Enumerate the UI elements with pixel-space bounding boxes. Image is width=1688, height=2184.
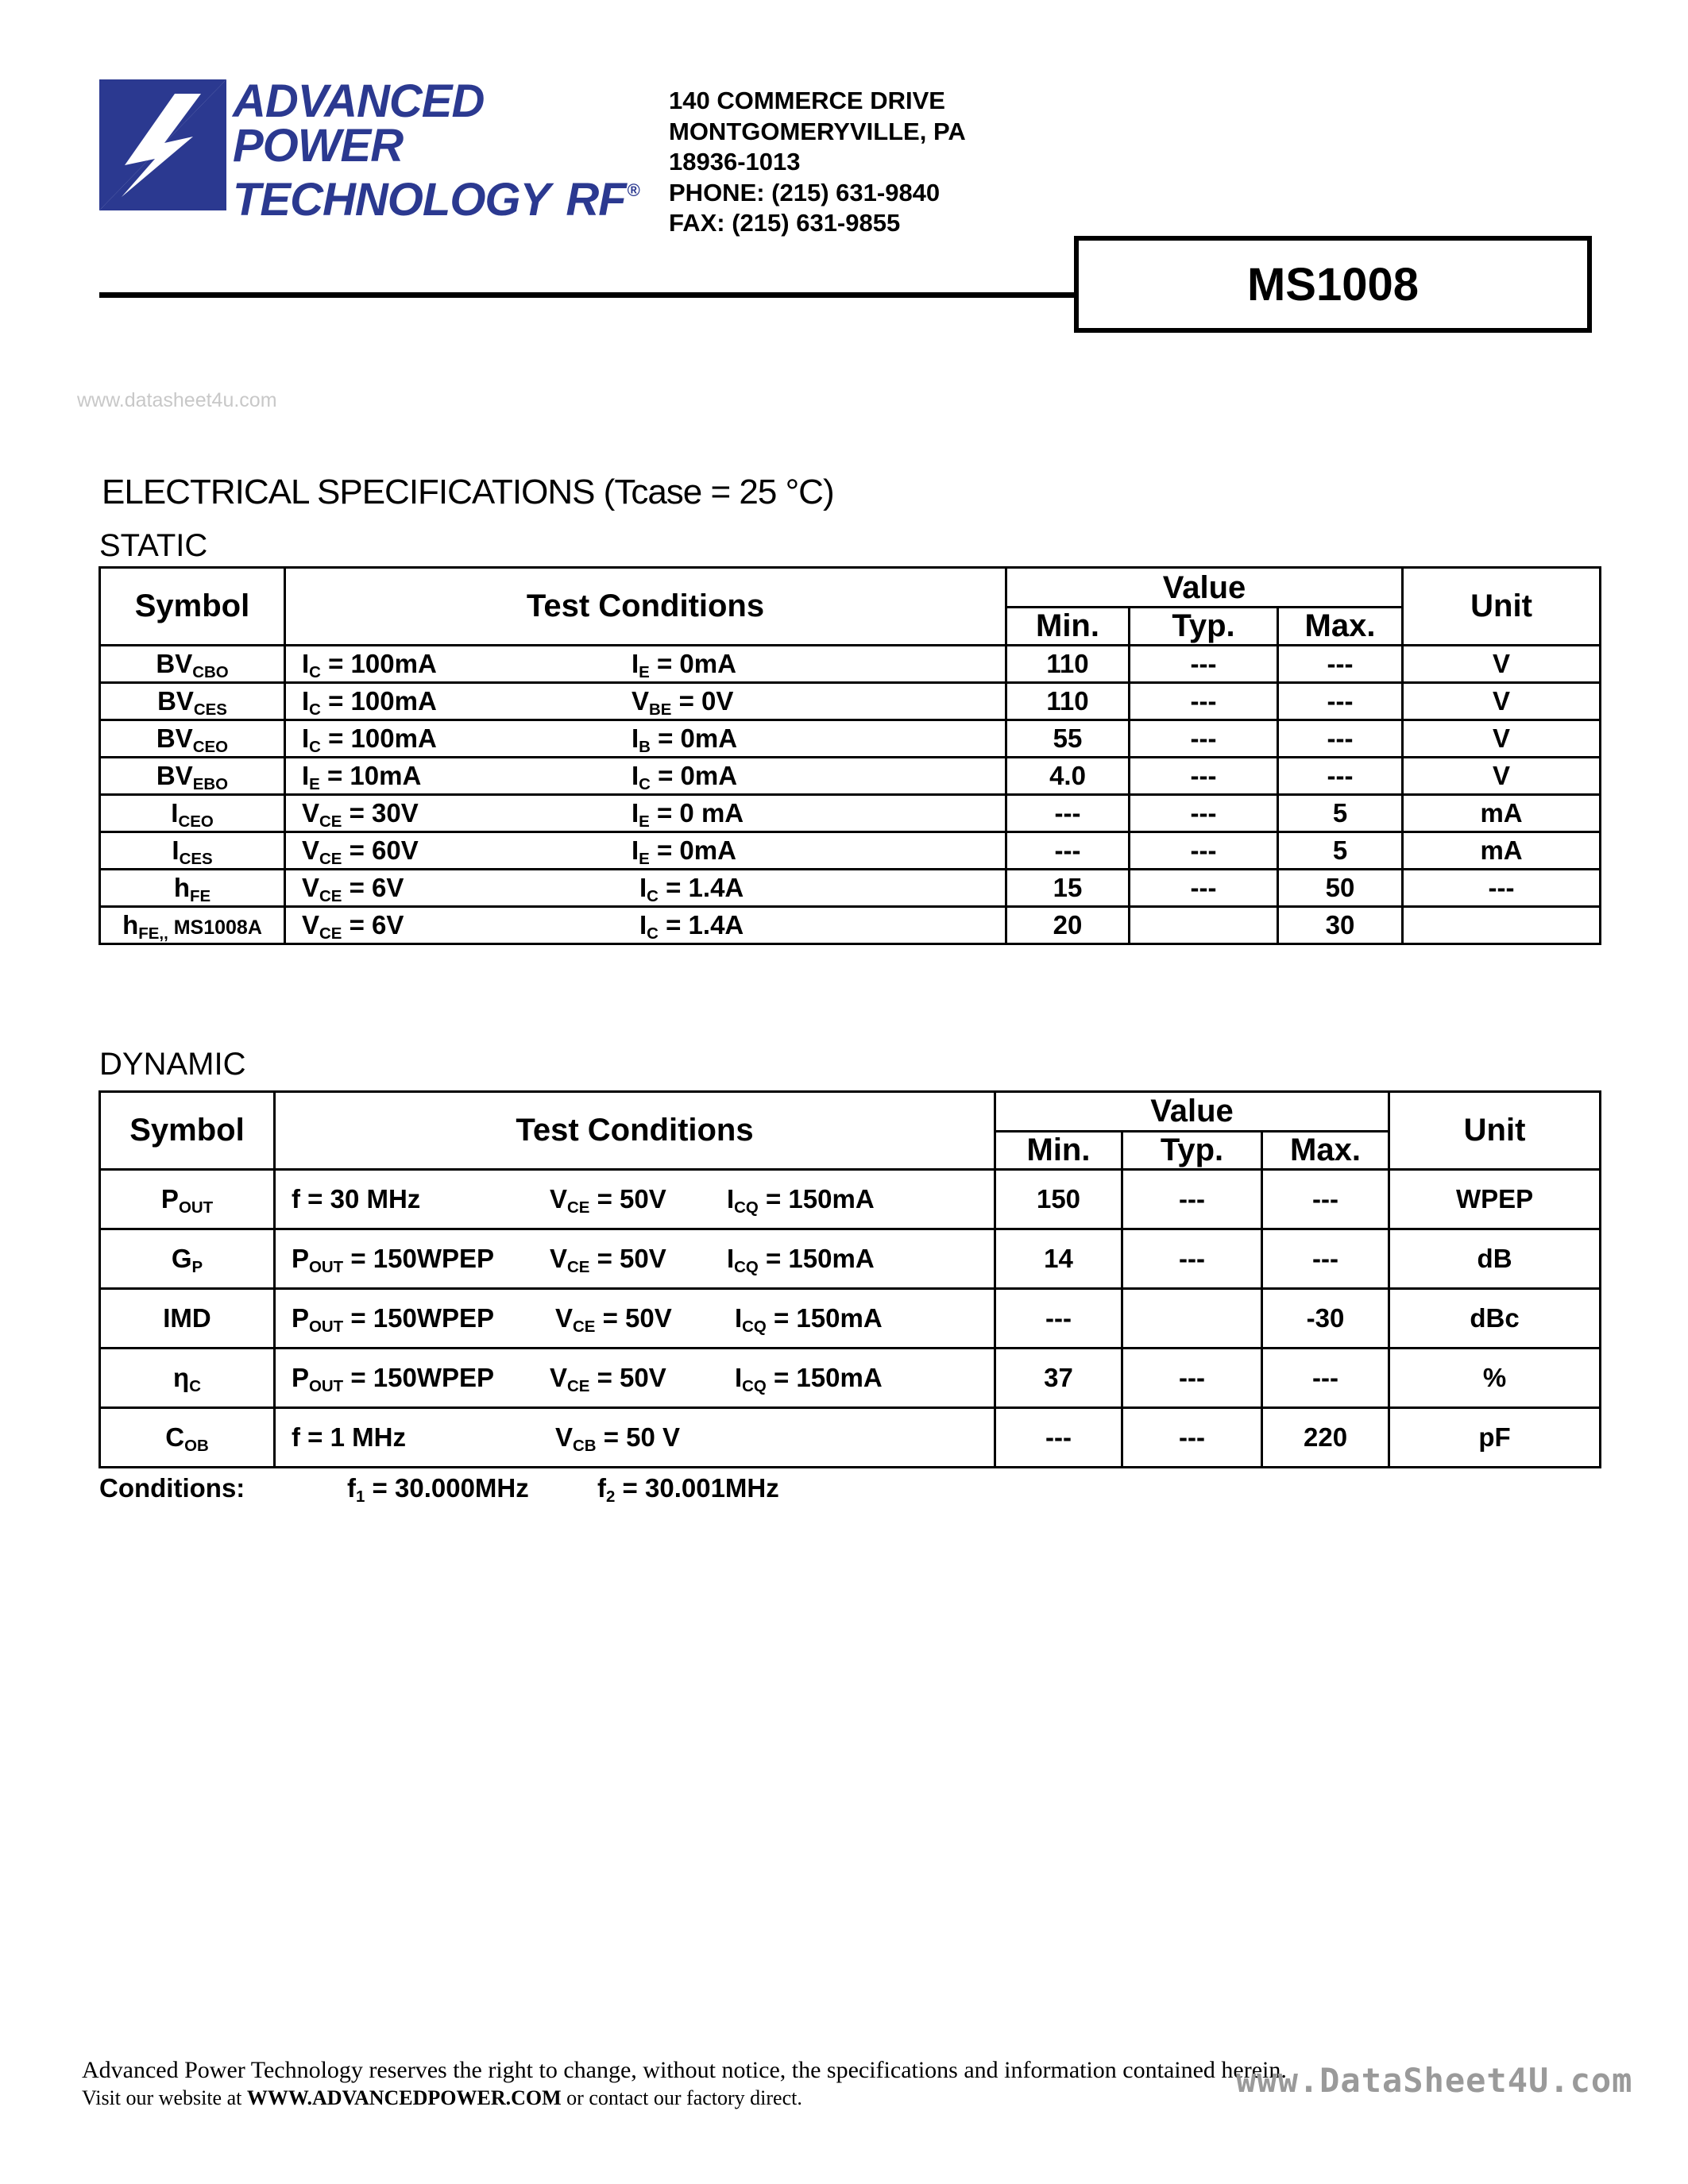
- cell-min: 15: [1006, 870, 1130, 907]
- cell-conditions: [275, 1170, 995, 1229]
- cond-var: P: [292, 1363, 310, 1392]
- cond-var: I: [632, 761, 639, 790]
- cell-min: 14: [995, 1229, 1122, 1289]
- cell-symbol: [100, 1408, 275, 1468]
- cond-sub: E: [639, 663, 650, 682]
- f2-sub: 2: [606, 1488, 616, 1507]
- header-min: Min.: [1006, 608, 1130, 646]
- cond-val: = 60V: [342, 835, 419, 865]
- conditions-label: Conditions:: [99, 1473, 245, 1503]
- cell-typ: ---: [1130, 758, 1278, 795]
- cond-var: V: [550, 1184, 568, 1214]
- cond-val: = 1.4A: [658, 873, 744, 902]
- phone-line: PHONE: (215) 631-9840: [669, 178, 941, 206]
- sym-sub: P: [191, 1258, 203, 1277]
- condition-f2: [597, 1473, 779, 1507]
- sym-sub: CBO: [192, 663, 229, 682]
- condition-c1: [302, 835, 419, 869]
- cond-val: = 100mA: [320, 723, 437, 753]
- dynamic-spec-table: [98, 1090, 1601, 1468]
- sym-main: h: [122, 910, 139, 940]
- sym-main: BV: [157, 686, 194, 716]
- header-value: Value: [995, 1092, 1389, 1132]
- condition-c3: [735, 1363, 883, 1396]
- cond-sub: CE: [319, 924, 342, 943]
- table-row: [100, 795, 1601, 832]
- condition-c2: [550, 1363, 666, 1396]
- cell-max: ---: [1278, 646, 1403, 683]
- condition-c2: [550, 1184, 666, 1217]
- cell-conditions: [275, 1229, 995, 1289]
- static-title: STATIC: [99, 528, 208, 563]
- condition-c1: [292, 1184, 420, 1214]
- cond-sub: C: [647, 887, 659, 906]
- cond-val: = 50V: [589, 1184, 666, 1214]
- header-unit: Unit: [1403, 568, 1601, 646]
- cond-var: f = 1 MHz: [292, 1422, 406, 1452]
- footer-contact: [82, 2086, 802, 2110]
- cond-val: = 0V: [671, 686, 734, 716]
- sym-main: C: [165, 1422, 185, 1452]
- cond-sub: C: [639, 775, 651, 794]
- table-row: [100, 1408, 1601, 1468]
- f2-value: = 30.001MHz: [615, 1473, 779, 1503]
- table-row: [100, 683, 1601, 720]
- cell-typ: [1122, 1289, 1262, 1349]
- footer-disclaimer: Advanced Power Technology reserves the right to change, without notice, the specifications and information contained herein.: [82, 2057, 1287, 2083]
- cell-unit: V: [1403, 758, 1601, 795]
- cell-conditions: [275, 1349, 995, 1408]
- cell-symbol: [100, 646, 285, 683]
- cell-unit: ---: [1403, 870, 1601, 907]
- cond-var: V: [302, 835, 320, 865]
- header-max: Max.: [1262, 1132, 1389, 1170]
- table-row: [100, 832, 1601, 870]
- cell-unit: dB: [1389, 1229, 1601, 1289]
- sym-suffix: MS1008A: [168, 916, 262, 939]
- cell-max: 5: [1278, 795, 1403, 832]
- cell-unit: mA: [1403, 832, 1601, 870]
- cell-max: ---: [1278, 683, 1403, 720]
- cell-typ: [1130, 907, 1278, 944]
- footer-website-link[interactable]: WWW.ADVANCEDPOWER.COM: [246, 2086, 562, 2109]
- cond-sub: OUT: [309, 1318, 344, 1337]
- cell-unit: V: [1403, 646, 1601, 683]
- cond-sub: CQ: [742, 1377, 767, 1396]
- cond-var: I: [632, 649, 639, 678]
- footer-visit-text: Visit our website at: [82, 2086, 247, 2109]
- cond-var: V: [302, 798, 320, 828]
- cell-max: ---: [1278, 758, 1403, 795]
- cond-sub: CE: [319, 887, 342, 906]
- cell-unit: V: [1403, 720, 1601, 758]
- cell-typ: ---: [1122, 1229, 1262, 1289]
- cond-var: V: [550, 1244, 568, 1273]
- sym-main: IMD: [163, 1303, 211, 1333]
- table-row: [100, 1349, 1601, 1408]
- cell-max: ---: [1278, 720, 1403, 758]
- cell-symbol: [100, 907, 285, 944]
- cond-var: V: [632, 686, 650, 716]
- dynamic-title: DYNAMIC: [99, 1047, 246, 1082]
- cell-typ: ---: [1130, 646, 1278, 683]
- cond-val: = 50 V: [596, 1422, 681, 1452]
- cond-var: I: [302, 649, 310, 678]
- condition-c1: [302, 910, 404, 943]
- cell-unit: WPEP: [1389, 1170, 1601, 1229]
- part-number: MS1008: [1246, 258, 1420, 311]
- cell-max: ---: [1262, 1170, 1389, 1229]
- cond-sub: E: [639, 850, 650, 869]
- sym-sub: FE: [190, 887, 211, 906]
- table-row: [100, 1229, 1601, 1289]
- watermark-bottom: www.DataSheet4U.com: [1236, 2061, 1633, 2100]
- table-row: [100, 1170, 1601, 1229]
- sym-sub: EBO: [192, 775, 229, 794]
- brand-line-1: ADVANCED: [233, 75, 485, 127]
- header-max: Max.: [1278, 608, 1403, 646]
- brand-technology: TECHNOLOGY: [233, 174, 550, 226]
- cond-val: = 150mA: [766, 1363, 883, 1392]
- sym-sub: C: [189, 1377, 201, 1396]
- cell-symbol: [100, 1349, 275, 1408]
- cond-val: = 6V: [342, 873, 404, 902]
- cell-min: 37: [995, 1349, 1122, 1408]
- f1-name: f: [347, 1473, 356, 1503]
- cond-val: = 50V: [589, 1363, 666, 1392]
- condition-c1: [302, 723, 437, 757]
- logo-mark-icon: [99, 79, 226, 210]
- cell-conditions: [275, 1289, 995, 1349]
- condition-c1: [302, 761, 422, 794]
- f1-value: = 30.000MHz: [365, 1473, 529, 1503]
- sym-main: h: [173, 873, 191, 902]
- condition-c2: [632, 761, 738, 794]
- cell-conditions: [285, 870, 1006, 907]
- static-spec-table: [98, 566, 1601, 945]
- sym-main: P: [160, 1184, 179, 1214]
- sym-sub: CEO: [192, 738, 229, 757]
- condition-c2: [555, 1422, 681, 1456]
- cond-sub: CE: [567, 1258, 590, 1277]
- cond-sub: CQ: [734, 1198, 759, 1217]
- cond-var: P: [292, 1244, 310, 1273]
- cell-conditions: [285, 907, 1006, 944]
- cell-conditions: [275, 1408, 995, 1468]
- cell-min: ---: [1006, 832, 1130, 870]
- cond-sub: E: [309, 775, 320, 794]
- condition-c1: [292, 1363, 495, 1396]
- cell-conditions: [285, 832, 1006, 870]
- header-symbol: Symbol: [100, 568, 285, 646]
- cond-var: I: [639, 910, 647, 940]
- cell-typ: ---: [1122, 1408, 1262, 1468]
- cond-var: I: [302, 723, 310, 753]
- sym-sub: CES: [193, 700, 227, 720]
- cell-max: -30: [1262, 1289, 1389, 1349]
- cond-sub: C: [647, 924, 659, 943]
- cell-unit: %: [1389, 1349, 1601, 1408]
- cond-sub: CE: [567, 1377, 590, 1396]
- cell-conditions: [285, 646, 1006, 683]
- cell-symbol: [100, 1170, 275, 1229]
- header-unit: Unit: [1389, 1092, 1601, 1170]
- cell-max: 220: [1262, 1408, 1389, 1468]
- cond-val: = 0mA: [649, 835, 736, 865]
- cond-var: V: [555, 1303, 574, 1333]
- table-row: [100, 646, 1601, 683]
- cell-symbol: [100, 870, 285, 907]
- condition-c2: [555, 1303, 672, 1337]
- cond-var: I: [302, 686, 310, 716]
- cell-max: ---: [1262, 1229, 1389, 1289]
- cond-var: I: [302, 761, 310, 790]
- cell-typ: ---: [1122, 1349, 1262, 1408]
- brand-line-2: POWER: [233, 120, 404, 172]
- condition-c2: [632, 723, 738, 757]
- table-row: [100, 758, 1601, 795]
- cell-conditions: [285, 795, 1006, 832]
- sym-sub: OUT: [178, 1198, 214, 1217]
- sym-main: G: [171, 1244, 192, 1273]
- cond-var: V: [550, 1363, 568, 1392]
- f1-sub: 1: [356, 1488, 365, 1507]
- cell-conditions: [285, 720, 1006, 758]
- sym-main: BV: [156, 761, 193, 790]
- cell-min: 150: [995, 1170, 1122, 1229]
- cell-unit: pF: [1389, 1408, 1601, 1468]
- cond-val: = 0 mA: [649, 798, 744, 828]
- condition-c1: [302, 873, 404, 906]
- sym-main: I: [171, 798, 179, 828]
- brand-rf: RF: [566, 174, 626, 226]
- cond-var: I: [727, 1184, 735, 1214]
- cell-unit: [1403, 907, 1601, 944]
- condition-c2: [639, 910, 744, 943]
- cond-val: = 150WPEP: [343, 1303, 495, 1333]
- header-typ: Typ.: [1130, 608, 1278, 646]
- cell-max: 50: [1278, 870, 1403, 907]
- cond-sub: CE: [573, 1318, 596, 1337]
- cell-typ: ---: [1122, 1170, 1262, 1229]
- cell-symbol: [100, 795, 285, 832]
- cell-unit: V: [1403, 683, 1601, 720]
- cond-var: I: [735, 1363, 743, 1392]
- cell-symbol: [100, 683, 285, 720]
- header-conditions: Test Conditions: [285, 568, 1006, 646]
- cond-sub: C: [309, 738, 321, 757]
- header-symbol: Symbol: [100, 1092, 275, 1170]
- cond-val: = 150mA: [766, 1303, 883, 1333]
- cond-var: I: [727, 1244, 735, 1273]
- header-rule: [99, 292, 1076, 298]
- cell-min: 4.0: [1006, 758, 1130, 795]
- cond-val: = 100mA: [320, 649, 437, 678]
- address-line: 18936-1013: [669, 148, 801, 176]
- condition-c2: [632, 835, 736, 869]
- registered-mark: ®: [627, 180, 639, 200]
- cond-var: P: [292, 1303, 310, 1333]
- company-address: [669, 86, 966, 239]
- header-min: Min.: [995, 1132, 1122, 1170]
- cond-sub: CE: [567, 1198, 590, 1217]
- sym-sub: CEO: [178, 812, 214, 832]
- cell-unit: dBc: [1389, 1289, 1601, 1349]
- condition-c1: [302, 649, 437, 682]
- cell-typ: ---: [1130, 795, 1278, 832]
- cond-sub: OUT: [309, 1258, 344, 1277]
- condition-c1: [292, 1244, 495, 1277]
- cond-sub: CE: [319, 850, 342, 869]
- condition-c3: [727, 1184, 875, 1217]
- cell-typ: ---: [1130, 832, 1278, 870]
- cell-typ: ---: [1130, 870, 1278, 907]
- condition-c2: [632, 798, 744, 832]
- sym-main: BV: [156, 723, 193, 753]
- condition-c2: [639, 873, 744, 906]
- part-number-box: [1074, 236, 1592, 333]
- cond-sub: CE: [319, 812, 342, 832]
- cell-max: ---: [1262, 1349, 1389, 1408]
- header-value: Value: [1006, 568, 1403, 608]
- cond-val: = 150WPEP: [343, 1244, 495, 1273]
- cond-var: I: [632, 723, 639, 753]
- sym-sub: CES: [179, 850, 213, 869]
- cond-sub: C: [309, 700, 321, 720]
- condition-c2: [632, 686, 734, 720]
- cond-val: = 100mA: [320, 686, 437, 716]
- cond-var: V: [555, 1422, 574, 1452]
- f2-name: f: [597, 1473, 606, 1503]
- cond-var: I: [735, 1303, 743, 1333]
- cond-val: = 50V: [589, 1244, 666, 1273]
- cell-typ: ---: [1130, 683, 1278, 720]
- condition-c1: [302, 686, 437, 720]
- cell-max: 30: [1278, 907, 1403, 944]
- company-logo: [99, 75, 639, 226]
- brand-line-3: [233, 168, 639, 226]
- cond-sub: B: [639, 738, 651, 757]
- condition-c3: [727, 1244, 875, 1277]
- condition-c1: [302, 798, 419, 832]
- cond-val: = 10mA: [319, 761, 422, 790]
- table-row: [100, 907, 1601, 944]
- cell-unit: mA: [1403, 795, 1601, 832]
- cell-min: 20: [1006, 907, 1130, 944]
- cond-sub: E: [639, 812, 650, 832]
- cond-sub: CB: [573, 1437, 597, 1456]
- cell-min: ---: [1006, 795, 1130, 832]
- address-line: 140 COMMERCE DRIVE: [669, 87, 945, 114]
- sym-main: BV: [156, 649, 193, 678]
- cond-val: = 1.4A: [658, 910, 744, 940]
- cell-conditions: [285, 758, 1006, 795]
- cond-val: = 150WPEP: [343, 1363, 495, 1392]
- cond-var: I: [632, 798, 639, 828]
- cond-val: = 0mA: [650, 723, 738, 753]
- condition-c1: [292, 1422, 406, 1453]
- cond-sub: BE: [649, 700, 672, 720]
- cond-var: V: [302, 873, 320, 902]
- cond-sub: CQ: [742, 1318, 767, 1337]
- cond-var: f = 30 MHz: [292, 1184, 421, 1214]
- condition-f1: [347, 1473, 529, 1507]
- condition-c2: [550, 1244, 666, 1277]
- cond-val: = 50V: [595, 1303, 672, 1333]
- cond-var: V: [302, 910, 320, 940]
- sym-main: I: [172, 835, 180, 865]
- cond-var: I: [632, 835, 639, 865]
- section-title: ELECTRICAL SPECIFICATIONS (Tcase = 25 °C): [102, 473, 834, 511]
- sym-sub: OB: [184, 1437, 209, 1456]
- cell-min: 110: [1006, 646, 1130, 683]
- cell-min: ---: [995, 1408, 1122, 1468]
- cond-val: = 0mA: [649, 649, 736, 678]
- fax-line: FAX: (215) 631-9855: [669, 209, 901, 237]
- cell-typ: ---: [1130, 720, 1278, 758]
- address-line: MONTGOMERYVILLE, PA: [669, 117, 966, 145]
- cell-min: ---: [995, 1289, 1122, 1349]
- sym-sub: FE,,: [138, 924, 168, 943]
- header-conditions: Test Conditions: [275, 1092, 995, 1170]
- cell-symbol: [100, 832, 285, 870]
- condition-c3: [735, 1303, 883, 1337]
- watermark-top: www.datasheet4u.com: [77, 389, 277, 411]
- cond-var: I: [639, 873, 647, 902]
- cell-max: 5: [1278, 832, 1403, 870]
- cond-val: = 6V: [342, 910, 404, 940]
- cell-symbol: [100, 758, 285, 795]
- cell-symbol: [100, 1289, 275, 1349]
- cond-val: = 30V: [342, 798, 419, 828]
- cell-symbol: [100, 1229, 275, 1289]
- cond-sub: OUT: [309, 1377, 344, 1396]
- sym-main: η: [173, 1363, 190, 1392]
- cond-val: = 150mA: [758, 1184, 875, 1214]
- cell-symbol: [100, 720, 285, 758]
- cond-val: = 0mA: [650, 761, 738, 790]
- footer-contact-text: or contact our factory direct.: [561, 2086, 802, 2109]
- cond-sub: C: [309, 663, 321, 682]
- header-typ: Typ.: [1122, 1132, 1262, 1170]
- table-row: [100, 720, 1601, 758]
- cond-sub: CQ: [734, 1258, 759, 1277]
- table-row: [100, 870, 1601, 907]
- condition-c2: [632, 649, 736, 682]
- table-row: [100, 1289, 1601, 1349]
- cell-min: 55: [1006, 720, 1130, 758]
- condition-c1: [292, 1303, 495, 1337]
- cond-val: = 150mA: [758, 1244, 875, 1273]
- cell-min: 110: [1006, 683, 1130, 720]
- cell-conditions: [285, 683, 1006, 720]
